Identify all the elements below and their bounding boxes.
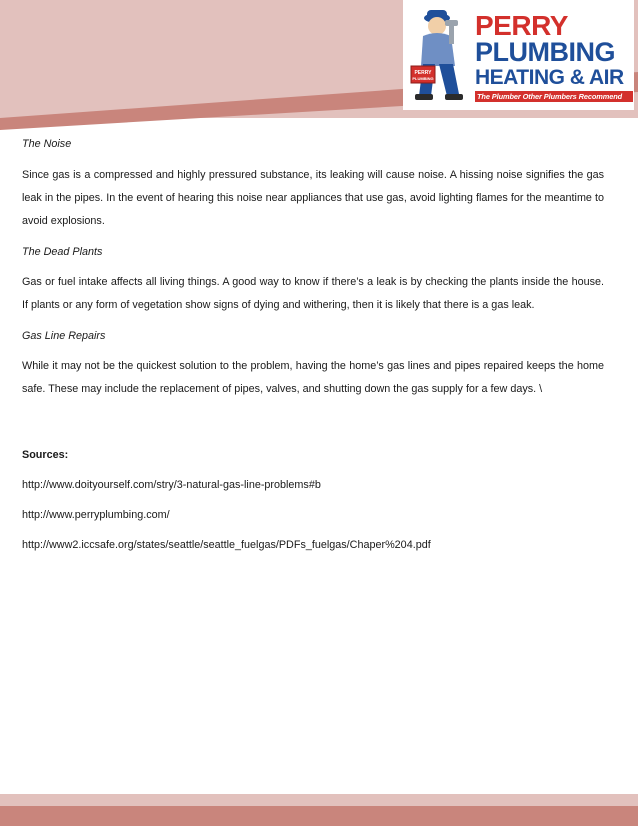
document-body bbox=[22, 135, 604, 554]
section-heading-noise: The Noise bbox=[22, 138, 72, 150]
source-link[interactable]: http://www2.iccsafe.org/states/seattle/seattle_fuelgas/PDFs_fuelgas/Chaper%204.pdf bbox=[22, 539, 431, 551]
source-link[interactable]: http://www.doityourself.com/stry/3-natural-gas-line-problems#b bbox=[22, 479, 321, 491]
brand-line-plumbing: PLUMBING bbox=[475, 37, 615, 67]
footer-band bbox=[0, 794, 638, 826]
brand-line-heating-air: HEATING & AIR bbox=[475, 66, 624, 89]
brand-tagline: The Plumber Other Plumbers Recommend bbox=[475, 91, 633, 102]
brand-wordmark bbox=[475, 12, 633, 102]
brand-line-perry: PERRY bbox=[475, 10, 568, 41]
plumber-mascot-icon bbox=[409, 4, 471, 106]
section-body-dead-plants: Gas or fuel intake affects all living things. A good way to know if there’s a leak is by checking the plants inside the house. If plants or any form of vegetation show signs of dying and withering, then it is likely that there is a gas leak. bbox=[22, 276, 604, 311]
section-body-noise: Since gas is a compressed and highly pressured substance, its leaking will cause noise. A hissing noise signifies the gas leak in the pipes. In the event of hearing this noise near appliances that use gas, avoid lighting flames for the meantime to avoid explosions. bbox=[22, 169, 604, 227]
mascot-badge-line-1: PERRY bbox=[414, 70, 432, 76]
sources-title: Sources: bbox=[22, 449, 69, 461]
company-logo[interactable] bbox=[403, 0, 634, 110]
mascot-badge-line-2: PLUMBING bbox=[412, 76, 434, 81]
source-link[interactable]: http://www.perryplumbing.com/ bbox=[22, 509, 170, 521]
section-body-gas-line-repairs: While it may not be the quickest solution to the problem, having the home’s gas lines and pipes repaired keeps the home safe. These may include the replacement of pipes, valves, and shutting down the gas supply for a few days. \ bbox=[22, 360, 604, 395]
section-heading-gas-line-repairs: Gas Line Repairs bbox=[22, 330, 106, 342]
section-heading-dead-plants: The Dead Plants bbox=[22, 246, 103, 258]
footer-dark-stripe bbox=[0, 806, 638, 826]
footer-light-stripe bbox=[0, 794, 638, 806]
